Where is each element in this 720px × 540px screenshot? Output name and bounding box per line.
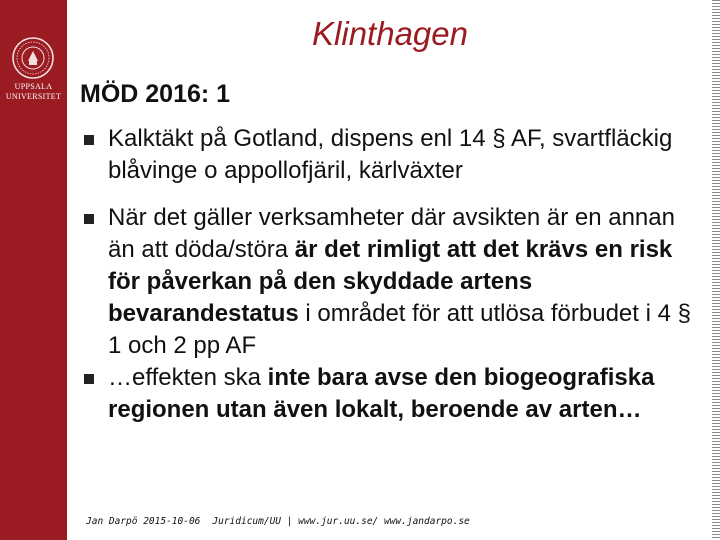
university-sidebar [0,0,67,540]
bullet-text: …effekten ska [108,364,268,391]
square-bullet-icon [84,374,94,384]
bullet-item [84,123,699,187]
university-seal-icon [11,36,55,80]
footer-author-date: Jan Darpö 2015-10-06 [86,516,201,527]
university-name-line2: UNIVERSITET [5,92,62,101]
bullet-text: När det gäller verksamheter där avsikten är en annan än att döda/störa [108,204,675,263]
bullet-list [84,123,699,426]
bullet-text: i området för att utlösa förbudet i 4 § 1 och 2 pp AF [108,300,691,359]
footer-institution: Juridicum/UU | www.jur.uu.se/ www.jandarpo.se [212,516,470,527]
bullet-item [84,202,699,362]
university-name-line1: UPPSALA [14,82,53,91]
bullet-text-bold: inte bara avse den biogeografiska regionen utan även lokalt, beroende av arten… [108,364,655,423]
slide-footer [86,516,482,527]
decorative-edge-stripe [712,0,720,540]
bullet-text: Kalktäkt på Gotland, dispens enl 14 § AF, svartfläckig blåvinge o appollofjäril, kärlväxter [108,125,673,184]
square-bullet-icon [84,135,94,145]
bullet-item [84,362,699,426]
slide-title: Klinthagen [312,15,468,52]
square-bullet-icon [84,214,94,224]
slide-subtitle: MÖD 2016: 1 [80,80,231,108]
bullet-text-bold: är det rimligt att det krävs en risk för påverkan på den skyddade artens bevarandestatus [108,236,673,327]
